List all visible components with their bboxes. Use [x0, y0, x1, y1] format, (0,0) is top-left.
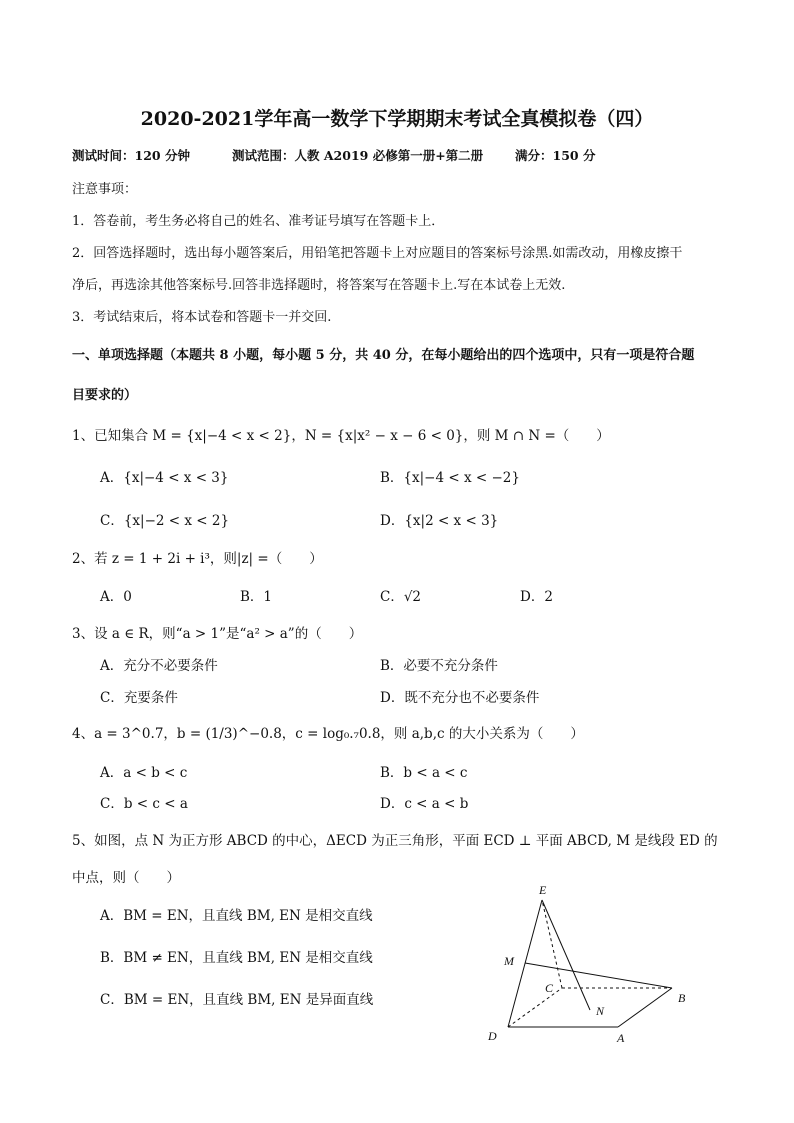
- question-3-stem: 3、设 a ∈ R，则“a > 1”是“a² > a”的（ ）: [72, 626, 363, 642]
- test-time: 测试时间：120 分钟: [72, 148, 190, 163]
- notice-item-2-cont: 净后，再选涂其他答案标号.回答非选择题时，将答案写在答题卡上.写在本试卷上无效.: [72, 278, 566, 293]
- q5-option-b: B．BM ≠ EN，且直线 BM, EN 是相交直线: [100, 950, 373, 966]
- q4-option-a: A．a < b < c: [100, 765, 188, 781]
- label-m: M: [504, 954, 514, 968]
- notice-heading: 注意事项：: [72, 182, 138, 197]
- notice-item-2: 2．回答选择题时，选出每小题答案后，用铅笔把答题卡上对应题目的答案标号涂黑.如需改动，用橡皮擦干: [72, 246, 683, 261]
- question-5-stem: 5、如图，点 N 为正方形 ABCD 的中心，ΔECD 为正三角形，平面 ECD ⊥ 平面 ABCD, M 是线段 ED 的: [72, 833, 718, 849]
- q1-option-c: C．{x|−2 < x < 2}: [100, 513, 230, 529]
- q3-option-b: B．必要不充分条件: [380, 658, 498, 674]
- q2-option-d: D．2: [520, 589, 553, 605]
- q3-option-d: D．既不充分也不必要条件: [380, 690, 540, 706]
- q2-option-c: C．√2: [380, 589, 422, 605]
- q1-option-d: D．{x|2 < x < 3}: [380, 513, 499, 529]
- notice-item-3: 3．考试结束后，将本试卷和答题卡一并交回.: [72, 310, 332, 325]
- edge-ce: [542, 900, 562, 988]
- label-n: N: [596, 1004, 605, 1018]
- q1-option-a: A．{x|−4 < x < 3}: [100, 470, 229, 486]
- question-2-stem: 2、若 z = 1 + 2i + i³，则|z| =（ ）: [72, 551, 323, 567]
- test-scope: 测试范围：人教 A2019 必修第一册+第二册: [232, 148, 484, 163]
- label-c: C: [545, 981, 554, 995]
- label-b: B: [678, 991, 686, 1005]
- full-score: 满分：150 分: [515, 148, 596, 163]
- section-heading-cont: 目要求的）: [72, 388, 138, 403]
- q4-option-c: C．b < c < a: [100, 796, 188, 812]
- q1-option-b: B．{x|−4 < x < −2}: [380, 470, 520, 486]
- question-4-stem: 4、a = 3^0.7，b = (1/3)^−0.8，c = log₀.₇0.8，则 a,b,c 的大小关系为（ ）: [72, 726, 584, 742]
- page-title: 2020-2021学年高一数学下学期期末考试全真模拟卷（四）: [140, 108, 654, 130]
- q4-option-b: B．b < a < c: [380, 765, 468, 781]
- label-e: E: [539, 883, 547, 897]
- q3-option-c: C．充要条件: [100, 690, 178, 706]
- q5-option-a: A．BM = EN，且直线 BM, EN 是相交直线: [100, 908, 373, 924]
- section-heading: 一、单项选择题（本题共 8 小题，每小题 5 分，共 40 分，在每小题给出的四个选项中，只有一项是符合题: [72, 348, 695, 363]
- question-1-stem: 1、已知集合 M = {x|−4 < x < 2}，N = {x|x² − x − 6 < 0}，则 M ∩ N =（ ）: [72, 428, 610, 444]
- label-d: D: [488, 1029, 497, 1043]
- question-5-stem-cont: 中点，则（ ）: [72, 870, 180, 886]
- q4-option-d: D．c < a < b: [380, 796, 469, 812]
- label-a: A: [617, 1031, 625, 1045]
- pyramid-figure: [470, 872, 730, 1052]
- edge-ab: [618, 988, 672, 1027]
- q3-option-a: A．充分不必要条件: [100, 658, 218, 674]
- q5-option-c: C．BM = EN，且直线 BM, EN 是异面直线: [100, 992, 374, 1008]
- q2-option-b: B．1: [240, 589, 273, 605]
- notice-item-1: 1．答卷前，考生务必将自己的姓名、准考证号填写在答题卡上．: [72, 214, 445, 229]
- q2-option-a: A．0: [100, 589, 132, 605]
- edge-dc: [508, 988, 562, 1027]
